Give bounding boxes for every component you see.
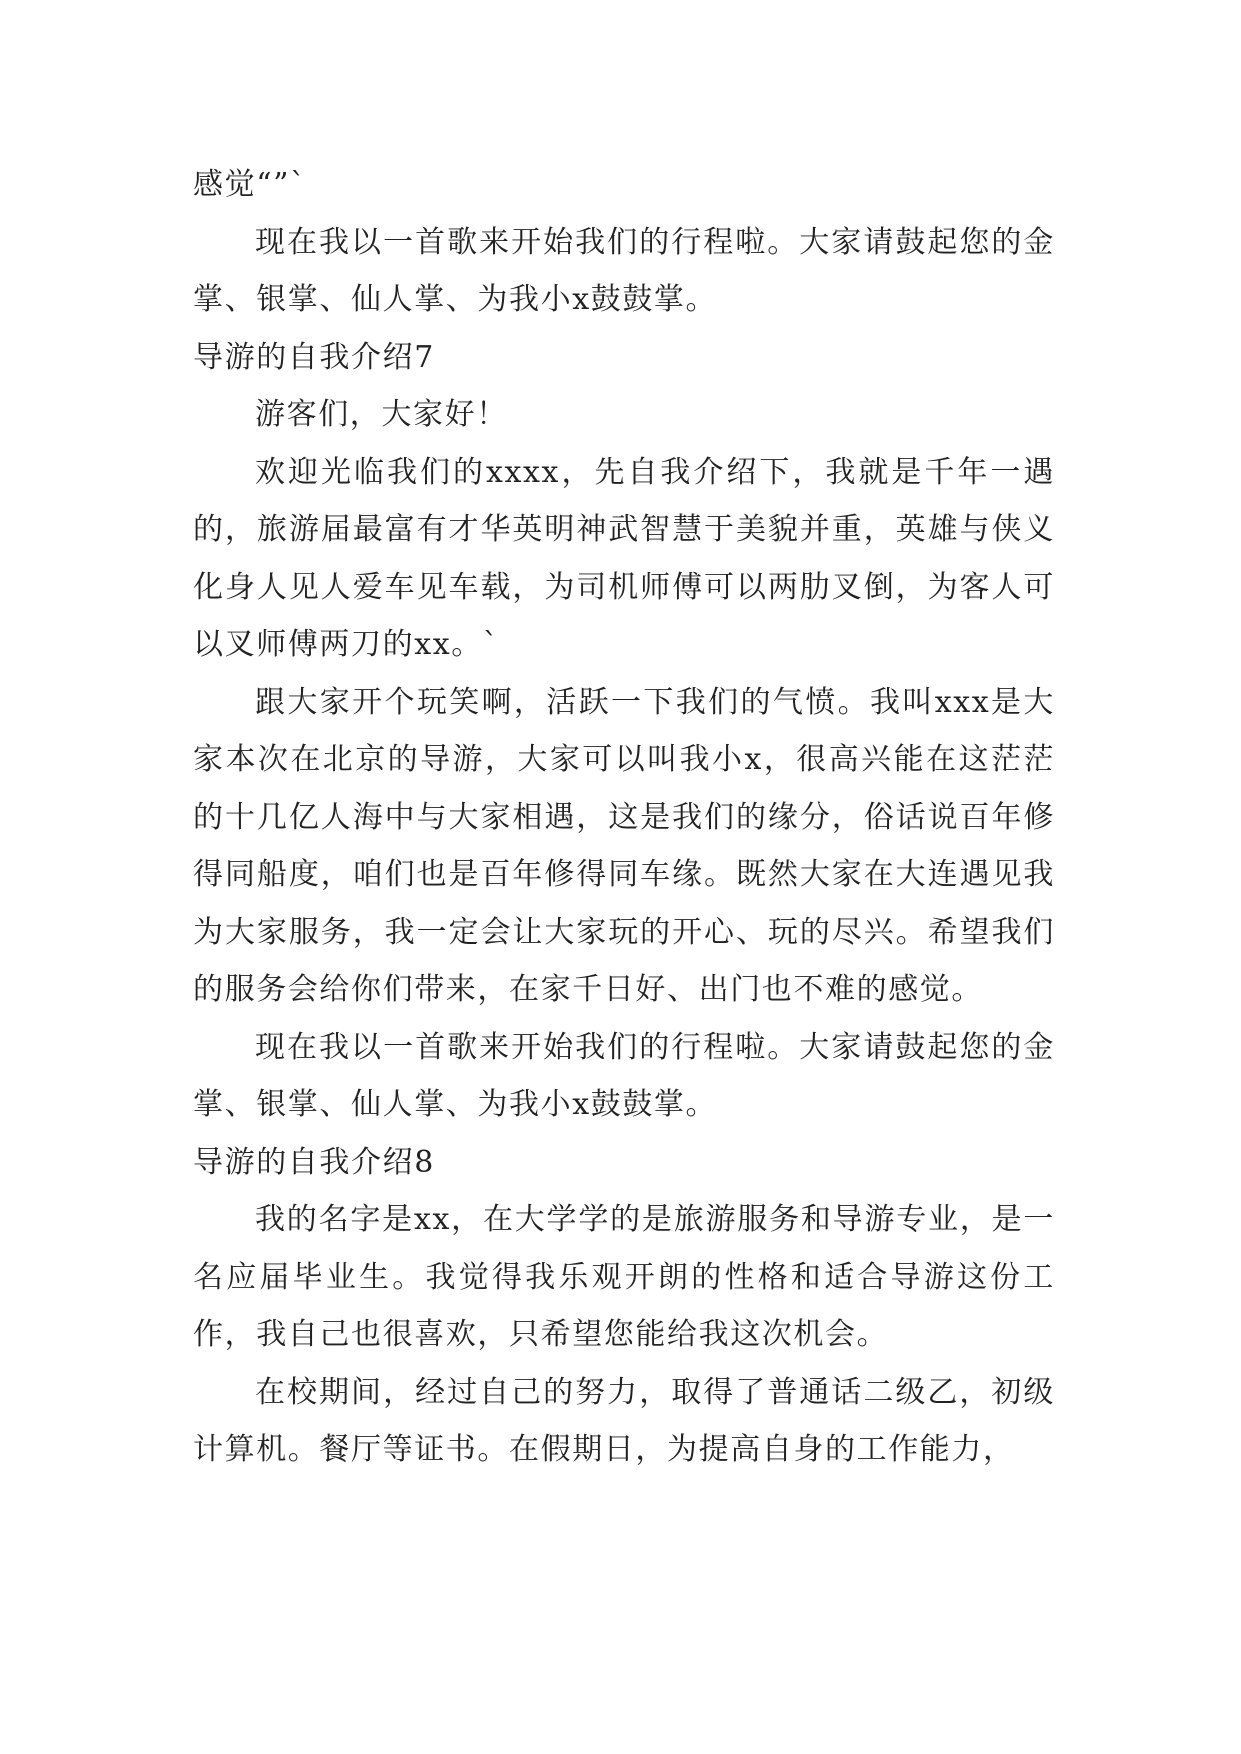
paragraph: 我的名字是xx，在大学学的是旅游服务和导游专业，是一名应届毕业生。我觉得我乐观开朗的性格和适合导游这份工作，我自己也很喜欢，只希望您能给我这次机会。 xyxy=(193,1202,1055,1352)
paragraph-greeting: 游客们，大家好！ xyxy=(255,397,508,432)
paragraph: 现在我以一首歌来开始我们的行程啦。大家请鼓起您的金掌、银掌、仙人掌、为我小x鼓鼓掌。 xyxy=(193,224,1055,317)
paragraph: 在校期间，经过自己的努力，取得了普通话二级乙，初级计算机。餐厅等证书。在假期日，为提高自身的工作能力， xyxy=(193,1374,1055,1467)
section-heading-7: 导游的自我介绍7 xyxy=(193,339,435,375)
section-heading-8: 导游的自我介绍8 xyxy=(193,1144,435,1180)
paragraph: 欢迎光临我们的xxxx，先自我介绍下，我就是千年一遇的，旅游届最富有才华英明神武智慧于美貌并重，英雄与侠义化身人见人爱车见车载，为司机师傅可以两肋叉倒，为客人可以叉师傅两刀的xx。` xyxy=(193,454,1055,662)
document-body xyxy=(193,156,1055,1479)
paragraph-continuation: 感觉“”` xyxy=(193,167,307,202)
paragraph: 现在我以一首歌来开始我们的行程啦。大家请鼓起您的金掌、银掌、仙人掌、为我小x鼓鼓掌。 xyxy=(193,1029,1055,1122)
paragraph: 跟大家开个玩笑啊，活跃一下我们的气愤。我叫xxx是大家本次在北京的导游，大家可以叫我小x，很高兴能在这茫茫的十几亿人海中与大家相遇，这是我们的缘分，俗话说百年修得同船度，咱们也是百年修得同车缘。既然大家在大连遇见我为大家服务，我一定会让大家玩的开心、玩的尽兴。希望我们的服务会给你们带来，在家千日好、出门也不难的感觉。 xyxy=(193,684,1055,1007)
